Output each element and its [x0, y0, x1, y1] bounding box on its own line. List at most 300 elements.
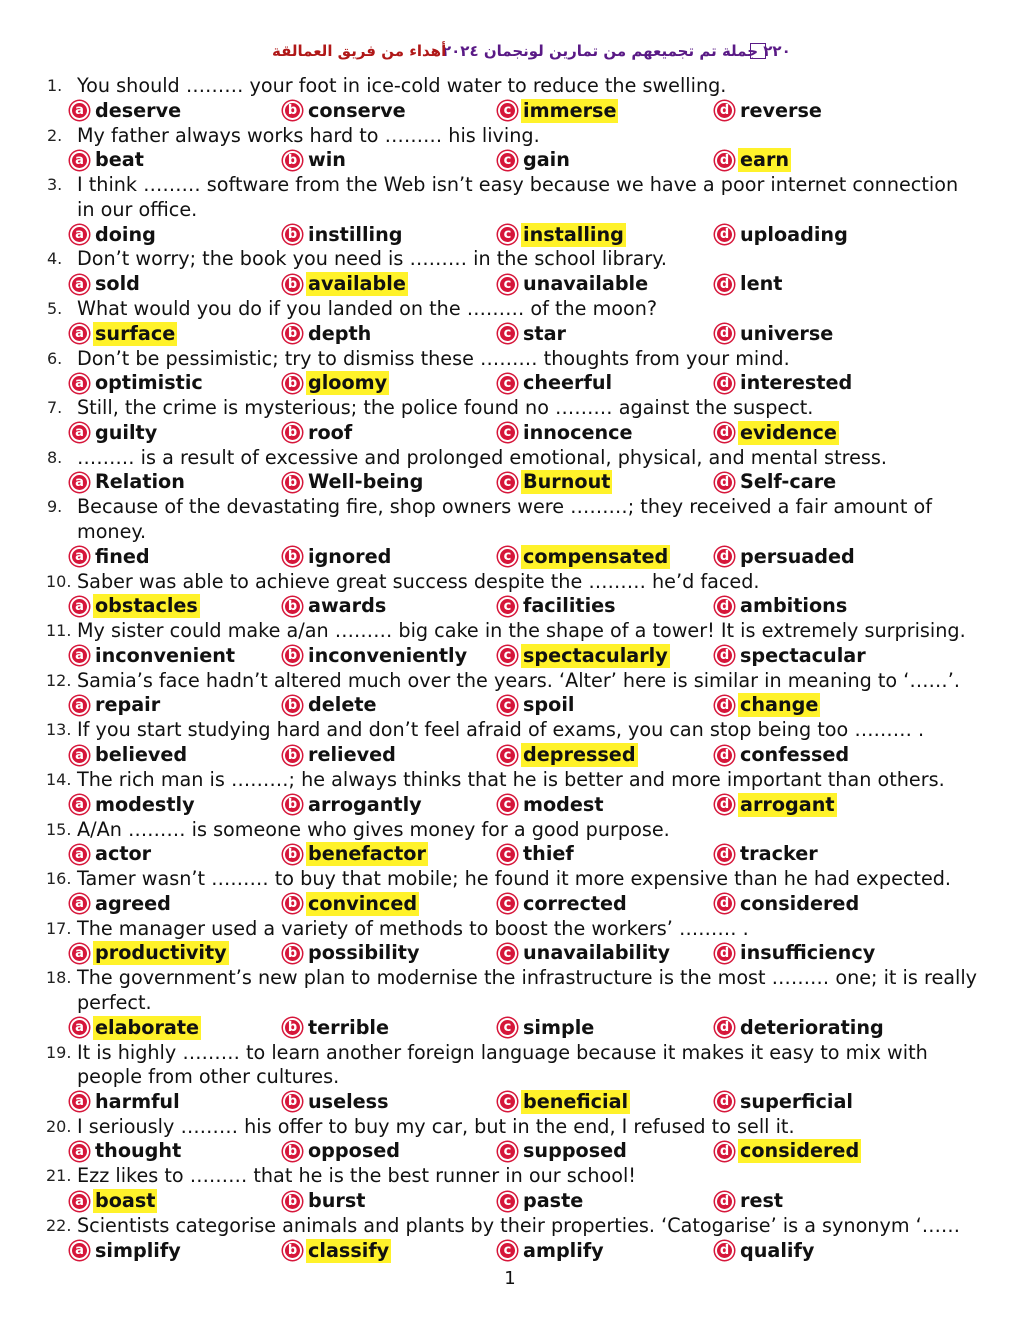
credit-line: أهداء من فريق العمالقة: [272, 42, 447, 60]
option-b[interactable]: [283, 1239, 391, 1263]
option-text: ignored: [308, 544, 392, 568]
option-text: optimistic: [95, 371, 203, 395]
option-c[interactable]: [498, 1189, 585, 1213]
option-a[interactable]: [70, 743, 189, 767]
option-d[interactable]: [715, 743, 851, 767]
option-text-answer: available: [308, 272, 406, 296]
option-text: relieved: [308, 743, 396, 767]
option-text: lent: [740, 272, 783, 296]
option-letter-badge: d: [715, 473, 734, 492]
option-text: persuaded: [740, 544, 855, 568]
option-letter-badge: d: [715, 324, 734, 343]
option-text: universe: [740, 321, 834, 345]
question-text: Ezz likes to ……… that he is the best runner in our school!: [77, 1164, 636, 1188]
option-d[interactable]: [715, 545, 857, 569]
option-d[interactable]: [715, 1090, 855, 1114]
option-letter-badge: a: [70, 1142, 89, 1161]
option-letter-badge: c: [498, 547, 517, 566]
option-letter-badge: a: [70, 473, 89, 492]
option-text: actor: [95, 842, 152, 866]
question-item: [0, 1041, 1020, 1115]
question-number: 18.: [46, 968, 72, 988]
question-item: [0, 1214, 1020, 1264]
option-text-answer: installing: [523, 222, 624, 246]
option-text-answer: convinced: [308, 891, 418, 915]
question-item: [0, 297, 1020, 347]
option-b[interactable]: [283, 99, 408, 123]
question-item: [0, 1164, 1020, 1214]
question-number: 20.: [46, 1116, 72, 1136]
option-letter-badge: b: [283, 1241, 302, 1260]
question-number: 5.: [47, 299, 63, 319]
option-a[interactable]: [70, 1139, 183, 1163]
option-b[interactable]: [283, 272, 408, 296]
option-a[interactable]: [70, 371, 205, 395]
option-text: modest: [523, 792, 604, 816]
question-text: The rich man is ………; he always thinks that he is better and more important than others.: [77, 767, 945, 791]
question-stem: [0, 1041, 1020, 1090]
option-b[interactable]: [283, 1189, 367, 1213]
option-letter-badge: d: [715, 1142, 734, 1161]
option-letter-badge: c: [498, 746, 517, 765]
option-text-answer: considered: [740, 1139, 860, 1163]
option-a[interactable]: [70, 644, 237, 668]
question-text: The government’s new plan to modernise the infrastructure is the most ……… one; it is really perfect.: [77, 966, 978, 1014]
question-number: 21.: [46, 1166, 72, 1186]
option-text-answer: beneficial: [523, 1089, 629, 1113]
options-row: [0, 421, 1020, 446]
option-text: burst: [308, 1189, 366, 1213]
option-letter-badge: a: [70, 1018, 89, 1037]
option-text: thief: [523, 842, 574, 866]
question-number: 1.: [47, 76, 63, 95]
option-c[interactable]: [498, 421, 635, 445]
option-b[interactable]: [283, 1139, 402, 1163]
option-letter-badge: d: [715, 646, 734, 665]
option-text: repair: [95, 693, 161, 717]
option-text: innocence: [523, 420, 633, 444]
option-letter-badge: a: [70, 944, 89, 963]
question-number: 10.: [46, 571, 72, 591]
option-c[interactable]: [498, 693, 577, 717]
question-stem: [0, 570, 1020, 595]
option-d[interactable]: [715, 1189, 785, 1213]
option-letter-badge: b: [283, 696, 302, 715]
option-c[interactable]: [498, 371, 614, 395]
option-letter-badge: d: [715, 547, 734, 566]
question-item: [0, 867, 1020, 917]
option-text: rest: [740, 1189, 784, 1213]
option-letter-badge: b: [283, 944, 302, 963]
question-stem: [0, 74, 1020, 99]
option-c[interactable]: [498, 644, 670, 668]
question-stem: [0, 1214, 1020, 1239]
option-d[interactable]: [715, 1139, 861, 1163]
question-item: [0, 768, 1020, 818]
option-text: inconvenient: [95, 643, 236, 667]
option-text: useless: [308, 1089, 389, 1113]
option-b[interactable]: [283, 148, 348, 172]
option-d[interactable]: [715, 322, 835, 346]
option-text: unavailable: [523, 272, 649, 296]
option-letter-badge: b: [283, 746, 302, 765]
option-text-answer: spectacularly: [523, 643, 668, 667]
options-row: [0, 1090, 1020, 1115]
option-c[interactable]: [498, 941, 672, 965]
question-stem: [0, 917, 1020, 942]
option-a[interactable]: [70, 148, 146, 172]
option-c[interactable]: [498, 892, 629, 916]
option-text: insufficiency: [740, 941, 876, 965]
option-text: cheerful: [523, 371, 613, 395]
option-c[interactable]: [498, 272, 650, 296]
option-text: terrible: [308, 1015, 390, 1039]
question-number: 11.: [46, 621, 72, 641]
option-letter-badge: b: [283, 374, 302, 393]
question-number: 7.: [47, 398, 63, 418]
option-text: harmful: [95, 1089, 180, 1113]
question-text: Scientists categorise animals and plants by their properties. ‘Catogarise’ is a synonym ‘……: [77, 1213, 961, 1237]
option-b[interactable]: [283, 693, 379, 717]
option-b[interactable]: [283, 421, 354, 445]
option-letter-badge: c: [498, 795, 517, 814]
option-a[interactable]: [70, 322, 177, 346]
option-letter-badge: b: [283, 795, 302, 814]
option-text: guilty: [95, 420, 158, 444]
option-d[interactable]: [715, 223, 850, 247]
option-text: unavailability: [523, 941, 670, 965]
option-letter-badge: d: [715, 597, 734, 616]
question-number: 3.: [47, 175, 63, 195]
option-d[interactable]: [715, 594, 849, 618]
option-c[interactable]: [498, 1139, 629, 1163]
option-d[interactable]: [715, 99, 824, 123]
question-item: [0, 570, 1020, 620]
question-number: 2.: [47, 125, 63, 145]
option-letter-badge: d: [715, 1192, 734, 1211]
option-letter-badge: d: [715, 423, 734, 442]
option-d[interactable]: [715, 842, 820, 866]
options-row: [0, 223, 1020, 248]
option-text: inconveniently: [308, 643, 468, 667]
option-b[interactable]: [283, 842, 428, 866]
option-letter-badge: a: [70, 1092, 89, 1111]
option-d[interactable]: [715, 693, 820, 717]
option-text-answer: compensated: [523, 544, 669, 568]
question-number: 9.: [47, 497, 63, 517]
option-text: sold: [95, 272, 140, 296]
option-text: instilling: [308, 222, 403, 246]
option-letter-badge: c: [498, 845, 517, 864]
options-row: [0, 1139, 1020, 1164]
question-item: [0, 446, 1020, 496]
option-d[interactable]: [715, 793, 837, 817]
options-row: [0, 793, 1020, 818]
option-letter-badge: a: [70, 746, 89, 765]
question-text: ……… is a result of excessive and prolonged emotional, physical, and mental stress.: [77, 445, 888, 469]
option-text: thought: [95, 1139, 182, 1163]
option-letter-badge: d: [715, 225, 734, 244]
option-text-answer: elaborate: [95, 1015, 200, 1039]
question-stem: [0, 768, 1020, 793]
option-letter-badge: b: [283, 324, 302, 343]
option-letter-badge: b: [283, 845, 302, 864]
option-letter-badge: b: [283, 151, 302, 170]
option-text: uploading: [740, 222, 848, 246]
question-stem: [0, 1115, 1020, 1140]
option-c[interactable]: [498, 1016, 596, 1040]
option-letter-badge: b: [283, 1092, 302, 1111]
option-letter-badge: a: [70, 275, 89, 294]
option-a[interactable]: [70, 99, 183, 123]
option-b[interactable]: [283, 892, 419, 916]
question-text: A/An ……… is someone who gives money for a good purpose.: [77, 817, 670, 841]
option-text: delete: [308, 693, 377, 717]
option-letter-badge: c: [498, 225, 517, 244]
options-row: [0, 272, 1020, 297]
options-row: [0, 1239, 1020, 1264]
option-c[interactable]: [498, 99, 618, 123]
option-text: possibility: [308, 941, 420, 965]
option-b[interactable]: [283, 371, 389, 395]
question-text: My sister could make a/an ……… big cake in the shape of a tower! It is extremely surprising.: [77, 619, 966, 643]
option-text: beat: [95, 148, 144, 172]
option-letter-badge: d: [715, 101, 734, 120]
question-text: Tamer wasn’t ……… to buy that mobile; he found it more expensive than he had expected.: [77, 867, 952, 891]
option-letter-badge: c: [498, 473, 517, 492]
page-title: ٢٢٠ جملة تم تجميعهم من تمارين لونجمان ٢٠٢٤: [442, 42, 791, 60]
option-letter-badge: b: [283, 1018, 302, 1037]
option-d[interactable]: [715, 644, 868, 668]
option-letter-badge: b: [283, 894, 302, 913]
option-letter-badge: c: [498, 1241, 517, 1260]
option-text-answer: immerse: [523, 98, 617, 122]
option-letter-badge: d: [715, 275, 734, 294]
option-letter-badge: b: [283, 1192, 302, 1211]
question-text: What would you do if you landed on the ……… of the moon?: [77, 297, 658, 321]
question-text: My father always works hard to ……… his living.: [77, 123, 540, 147]
option-letter-badge: a: [70, 845, 89, 864]
option-text: tracker: [740, 842, 818, 866]
question-item: [0, 495, 1020, 569]
question-text: Still, the crime is mysterious; the police found no ……… against the suspect.: [77, 396, 814, 420]
option-text: paste: [523, 1189, 584, 1213]
option-text: Self-care: [740, 470, 837, 494]
option-letter-badge: b: [283, 423, 302, 442]
option-text: fined: [95, 544, 150, 568]
question-stem: [0, 619, 1020, 644]
option-letter-badge: d: [715, 746, 734, 765]
option-a[interactable]: [70, 842, 153, 866]
option-c[interactable]: [498, 148, 572, 172]
question-stem: [0, 718, 1020, 743]
option-d[interactable]: [715, 371, 854, 395]
option-text-answer: evidence: [740, 420, 837, 444]
options-row: [0, 1189, 1020, 1214]
option-d[interactable]: [715, 421, 839, 445]
question-stem: [0, 446, 1020, 471]
option-text-answer: obstacles: [95, 594, 198, 618]
option-text: considered: [740, 891, 860, 915]
option-a[interactable]: [70, 1090, 182, 1114]
option-c[interactable]: [498, 322, 568, 346]
question-number: 14.: [46, 769, 72, 789]
option-b[interactable]: [283, 470, 425, 494]
option-letter-badge: c: [498, 374, 517, 393]
question-item: [0, 718, 1020, 768]
question-stem: [0, 495, 1020, 544]
options-row: [0, 594, 1020, 619]
option-c[interactable]: [498, 793, 606, 817]
option-b[interactable]: [283, 1090, 391, 1114]
option-c[interactable]: [498, 470, 612, 494]
option-letter-badge: a: [70, 597, 89, 616]
option-letter-badge: a: [70, 547, 89, 566]
option-letter-badge: b: [283, 473, 302, 492]
question-stem: [0, 966, 1020, 1015]
option-a[interactable]: [70, 793, 197, 817]
option-a[interactable]: [70, 594, 200, 618]
options-row: [0, 99, 1020, 124]
question-stem: [0, 1164, 1020, 1189]
option-c[interactable]: [498, 545, 670, 569]
question-item: [0, 247, 1020, 297]
option-text: depth: [308, 321, 372, 345]
option-letter-badge: c: [498, 324, 517, 343]
option-b[interactable]: [283, 941, 421, 965]
options-row: [0, 644, 1020, 669]
question-text: If you start studying hard and don’t feel afraid of exams, you can stop being too ……… .: [77, 718, 925, 742]
option-text: agreed: [95, 891, 171, 915]
option-letter-badge: a: [70, 894, 89, 913]
option-letter-badge: b: [283, 547, 302, 566]
page-header: [0, 38, 1020, 68]
option-c[interactable]: [498, 223, 626, 247]
option-letter-badge: d: [715, 845, 734, 864]
option-b[interactable]: [283, 594, 388, 618]
options-row: [0, 371, 1020, 396]
option-text-answer: productivity: [95, 941, 227, 965]
option-text-answer: arrogant: [740, 792, 835, 816]
option-a[interactable]: [70, 223, 158, 247]
question-text: Samia’s face hadn’t altered much over the years. ‘Alter’ here is similar in meaning to ‘……’.: [77, 668, 960, 692]
option-b[interactable]: [283, 545, 393, 569]
question-stem: [0, 347, 1020, 372]
option-text-answer: change: [740, 693, 819, 717]
option-letter-badge: a: [70, 151, 89, 170]
question-text: I seriously ……… his offer to buy my car, but in the end, I refused to sell it.: [77, 1114, 795, 1138]
question-number: 16.: [46, 869, 72, 889]
option-text: deteriorating: [740, 1015, 884, 1039]
option-text-answer: earn: [740, 148, 790, 172]
question-item: [0, 818, 1020, 868]
option-text: supposed: [523, 1139, 627, 1163]
option-letter-badge: a: [70, 324, 89, 343]
option-d[interactable]: [715, 1016, 886, 1040]
option-text-answer: depressed: [523, 743, 636, 767]
option-a[interactable]: [70, 545, 152, 569]
option-d[interactable]: [715, 1239, 816, 1263]
question-stem: [0, 396, 1020, 421]
option-letter-badge: a: [70, 423, 89, 442]
options-row: [0, 545, 1020, 570]
question-item: [0, 917, 1020, 967]
question-text: Saber was able to achieve great success despite the ……… he’d faced.: [77, 569, 760, 593]
option-text: amplify: [523, 1238, 604, 1262]
option-b[interactable]: [283, 1016, 391, 1040]
option-c[interactable]: [498, 594, 618, 618]
option-text-answer: gloomy: [308, 371, 388, 395]
option-text-answer: classify: [308, 1238, 390, 1262]
option-a[interactable]: [70, 1189, 157, 1213]
option-letter-badge: d: [715, 374, 734, 393]
options-row: [0, 322, 1020, 347]
option-c[interactable]: [498, 1090, 630, 1114]
option-b[interactable]: [283, 793, 424, 817]
option-text: modestly: [95, 792, 195, 816]
option-text-answer: benefactor: [308, 842, 426, 866]
question-stem: [0, 669, 1020, 694]
option-letter-badge: a: [70, 101, 89, 120]
option-d[interactable]: [715, 941, 877, 965]
option-letter-badge: c: [498, 275, 517, 294]
option-a[interactable]: [70, 421, 159, 445]
option-letter-badge: c: [498, 423, 517, 442]
question-number: 8.: [47, 447, 63, 467]
question-number: 22.: [46, 1215, 72, 1235]
option-b[interactable]: [283, 743, 398, 767]
option-a[interactable]: [70, 470, 187, 494]
option-text: arrogantly: [308, 792, 422, 816]
options-row: [0, 148, 1020, 173]
option-b[interactable]: [283, 644, 469, 668]
option-a[interactable]: [70, 1016, 201, 1040]
options-row: [0, 941, 1020, 966]
option-letter-badge: d: [715, 696, 734, 715]
option-d[interactable]: [715, 272, 784, 296]
question-item: [0, 74, 1020, 124]
question-item: [0, 347, 1020, 397]
question-stem: [0, 297, 1020, 322]
option-b[interactable]: [283, 223, 405, 247]
option-b[interactable]: [283, 322, 373, 346]
option-c[interactable]: [498, 1239, 606, 1263]
option-d[interactable]: [715, 470, 838, 494]
option-text: facilities: [523, 594, 616, 618]
option-d[interactable]: [715, 148, 791, 172]
option-text: win: [308, 148, 346, 172]
option-c[interactable]: [498, 743, 638, 767]
option-text: roof: [308, 420, 353, 444]
question-text: Don’t be pessimistic; try to dismiss these ……… thoughts from your mind.: [77, 346, 790, 370]
option-a[interactable]: [70, 272, 142, 296]
question-number: 15.: [46, 819, 72, 839]
option-a[interactable]: [70, 693, 162, 717]
option-letter-badge: b: [283, 646, 302, 665]
option-letter-badge: d: [715, 1241, 734, 1260]
option-a[interactable]: [70, 1239, 183, 1263]
question-text: You should ……… your foot in ice-cold water to reduce the swelling.: [77, 74, 727, 97]
options-row: [0, 892, 1020, 917]
option-letter-badge: d: [715, 944, 734, 963]
option-a[interactable]: [70, 892, 173, 916]
option-text: star: [523, 321, 567, 345]
option-text: spectacular: [740, 643, 866, 667]
option-a[interactable]: [70, 941, 229, 965]
option-c[interactable]: [498, 842, 576, 866]
option-letter-badge: d: [715, 1092, 734, 1111]
option-d[interactable]: [715, 892, 861, 916]
